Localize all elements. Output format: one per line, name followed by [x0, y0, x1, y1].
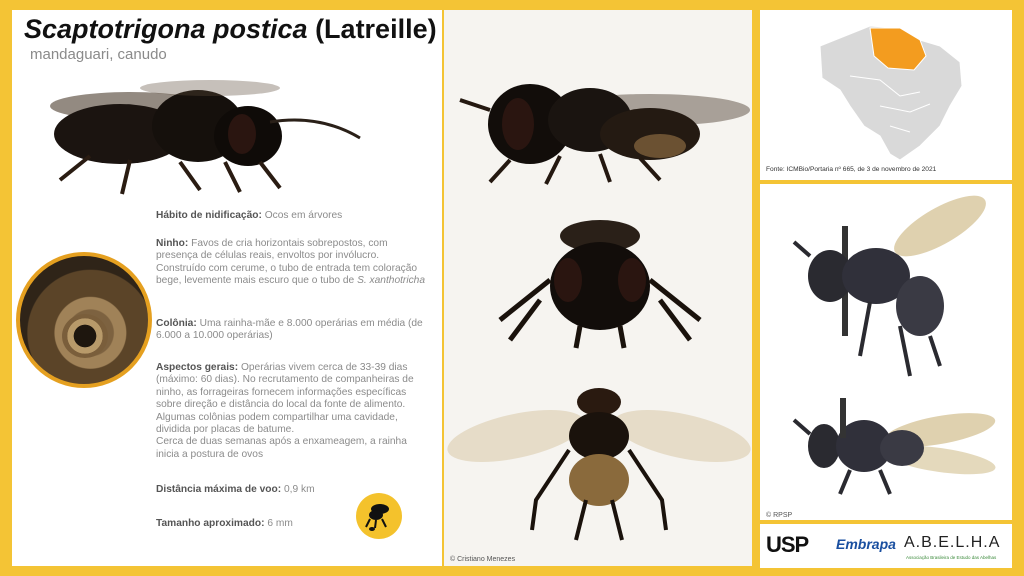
nest-entrance-photo	[16, 252, 152, 388]
specimen-photo-lateral	[790, 186, 1000, 386]
species-title	[24, 14, 437, 45]
colonia-value: Uma rainha-mãe e 8.000 operárias em média (de 6.000 a 10.000 operárias)	[156, 318, 423, 342]
info-nidificacao	[156, 210, 426, 222]
abelha-logo: A.B.E.L.H.A	[904, 534, 1001, 551]
tamanho-label: Tamanho aproximado:	[156, 518, 265, 529]
nidificacao-value: Ocos em árvores	[264, 210, 343, 221]
common-names: mandaguari, canudo	[30, 46, 167, 63]
bee-size-badge	[356, 493, 402, 539]
map-source: Fonte: ICMBio/Portaria nº 665, de 3 de novembro de 2021	[766, 166, 937, 173]
credit-middle: © Cristiano Menezes	[450, 556, 516, 563]
bee-photo-frontal	[480, 210, 720, 350]
ninho-value: Favos de cria horizontais sobrepostos, com presença de células reais, envoltos por invólucro. Construído com cerume, o tubo de entrada tem coloração bege, levemente mais escuro que o tubo de	[156, 238, 418, 287]
bee-photo-side	[30, 64, 370, 204]
ninho-species: S. xanthotricha	[357, 275, 426, 287]
embrapa-logo: Embrapa	[836, 536, 896, 552]
brazil-map-icon	[810, 16, 970, 166]
usp-logo: USP	[766, 532, 809, 557]
specimen-photo-dorsal	[790, 390, 1000, 500]
aspectos-value: Operárias vivem cerca de 33-39 dias (máximo: 60 dias). No recrutamento de companheiras de ninho, as forrageiras fornecem informações específicas sobre direção e distância do local da fonte de alimento. Algumas colônias podem compartilhar uma cavidade, dividida por placas de batume.	[156, 362, 414, 436]
nidificacao-label: Hábito de nidificação:	[156, 210, 262, 221]
tamanho-value: 6 mm	[267, 518, 293, 529]
bee-silhouette-icon	[356, 493, 402, 539]
aspectos-label: Aspectos gerais:	[156, 362, 239, 373]
nest-tube	[62, 314, 108, 358]
ninho-label: Ninho:	[156, 238, 189, 249]
abelha-logo-subtitle: Associação Brasileira de Estudo das Abelhas	[906, 555, 997, 560]
info-aspectos	[156, 362, 426, 461]
colonia-label: Colônia:	[156, 318, 197, 329]
distancia-value: 0,9 km	[283, 484, 315, 495]
credit-right: © RPSP	[766, 512, 793, 519]
bee-photo-lateral	[450, 50, 750, 190]
aspectos-value2: Cerca de duas semanas após a enxameagem, a rainha inicia a postura de ovos	[156, 436, 407, 460]
bee-photo-dorsal	[446, 380, 752, 550]
species-name: Scaptotrigona postica	[24, 14, 308, 44]
info-ninho	[156, 238, 426, 288]
species-author: (Latreille)	[315, 14, 437, 44]
info-colonia	[156, 318, 426, 343]
distancia-label: Distância máxima de voo:	[156, 484, 282, 495]
